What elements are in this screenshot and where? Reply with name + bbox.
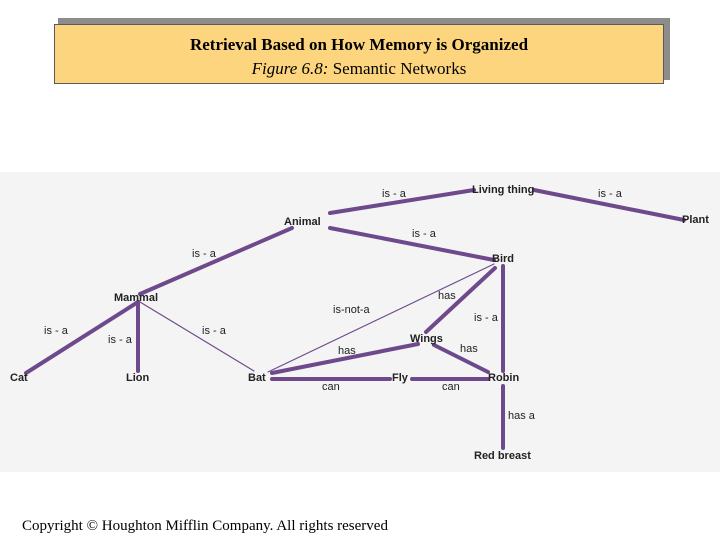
label-bird-animal: is - a [412,228,436,240]
label-bat-wings: has [338,345,356,357]
node-living-thing: Living thing [472,184,535,196]
edge-animal-mammal [140,228,292,294]
node-plant: Plant [682,214,709,226]
label-bat-fly: can [322,381,340,393]
node-bat: Bat [248,372,266,384]
figure-caption-text: Semantic Networks [332,59,467,78]
node-red-breast: Red breast [474,450,531,462]
node-cat: Cat [10,372,28,384]
slide-title: Retrieval Based on How Memory is Organized [189,35,529,54]
label-bird-wings: has [438,290,456,302]
label-mammal-animal: is - a [192,248,216,260]
label-animal-living: is - a [382,188,406,200]
label-lion-mammal: is - a [108,334,132,346]
label-robin-redbreast: has a [508,410,535,422]
edge-mammal-bat [140,302,254,371]
node-animal: Animal [284,216,321,228]
copyright-notice: Copyright © Houghton Mifflin Company. All rights reserved [22,518,388,534]
label-robin-fly: can [442,381,460,393]
label-plant-living: is - a [598,188,622,200]
label-cat-mammal: is - a [44,325,68,337]
node-wings: Wings [410,333,443,345]
node-bird: Bird [492,253,514,265]
label-bat-bird: is-not-a [333,304,370,316]
node-lion: Lion [126,372,150,384]
label-bat-mammal: is - a [202,325,226,337]
figure-label: Figure 6.8: [251,59,329,78]
node-robin: Robin [488,372,520,384]
label-robin-bird: is - a [474,312,498,324]
node-mammal: Mammal [114,292,159,304]
node-fly: Fly [392,372,408,384]
label-robin-wings: has [460,343,478,355]
edge-bat-bird [268,264,494,372]
